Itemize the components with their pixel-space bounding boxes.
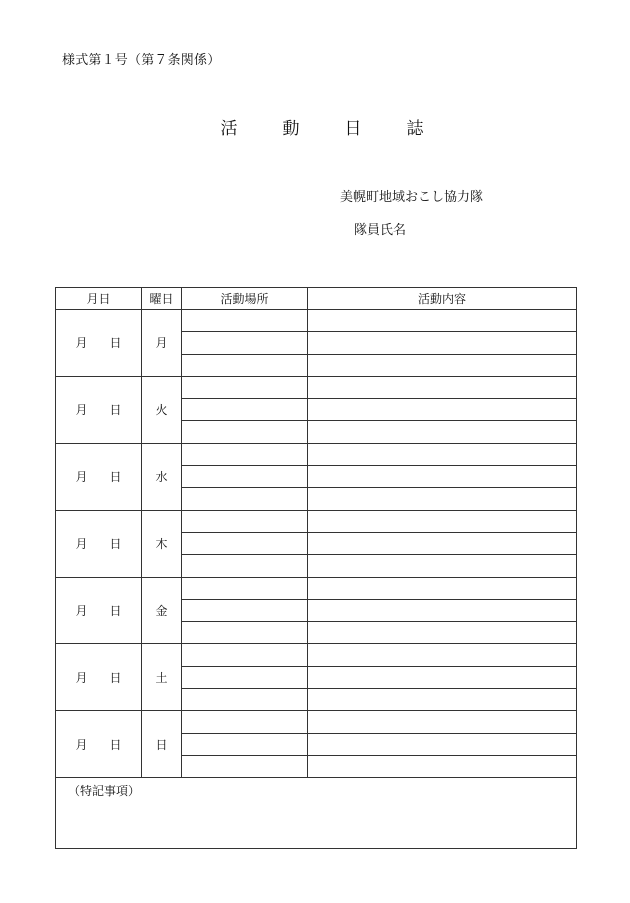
header-date: 月日 [56,288,142,310]
activity-place-field[interactable] [182,755,308,777]
activity-content-field[interactable] [308,488,577,510]
activity-place-field[interactable] [182,599,308,621]
activity-content-field[interactable] [308,711,577,733]
activity-place-field[interactable] [182,421,308,443]
weekday-cell: 月 [142,310,182,377]
table-row [56,644,577,666]
table-row [56,310,577,332]
day-label: 日 [109,470,122,485]
activity-place-field[interactable] [182,622,308,644]
table-row [56,510,577,532]
activity-place-field[interactable] [182,555,308,577]
activity-place-field[interactable] [182,532,308,554]
activity-content-field[interactable] [308,733,577,755]
activity-content-field[interactable] [308,599,577,621]
activity-content-field[interactable] [308,354,577,376]
day-label: 日 [109,670,122,685]
activity-content-field[interactable] [308,399,577,421]
weekday-cell: 日 [142,711,182,778]
activity-log-table [55,287,577,849]
date-cell[interactable] [56,644,142,711]
table-header-row [56,288,577,310]
month-label: 月 [75,737,88,752]
activity-content-field[interactable] [308,755,577,777]
month-label: 月 [75,470,88,485]
activity-content-field[interactable] [308,421,577,443]
activity-place-field[interactable] [182,666,308,688]
activity-place-field[interactable] [182,577,308,599]
weekday-cell: 土 [142,644,182,711]
header-weekday: 曜日 [142,288,182,310]
notes-row [56,778,577,849]
activity-content-field[interactable] [308,644,577,666]
table-row [56,376,577,398]
activity-content-field[interactable] [308,376,577,398]
activity-place-field[interactable] [182,689,308,711]
activity-content-field[interactable] [308,466,577,488]
day-label: 日 [109,737,122,752]
header-content: 活動内容 [308,288,577,310]
day-label: 日 [109,537,122,552]
day-label: 日 [109,604,122,618]
month-label: 月 [75,537,88,552]
table-row [56,577,577,599]
month-label: 月 [75,403,88,418]
date-cell[interactable] [56,510,142,577]
member-name-label: 隊員氏名 [354,223,407,238]
day-label: 日 [109,336,122,351]
activity-content-field[interactable] [308,577,577,599]
activity-place-field[interactable] [182,310,308,332]
activity-content-field[interactable] [308,443,577,465]
weekday-cell: 木 [142,510,182,577]
activity-content-field[interactable] [308,689,577,711]
activity-place-field[interactable] [182,399,308,421]
activity-place-field[interactable] [182,354,308,376]
date-cell[interactable] [56,711,142,778]
activity-content-field[interactable] [308,622,577,644]
month-label: 月 [75,604,88,618]
activity-place-field[interactable] [182,711,308,733]
document-title: 活 動 日 誌 [220,119,438,139]
activity-place-field[interactable] [182,376,308,398]
activity-place-field[interactable] [182,332,308,354]
special-notes-label: （特記事項） [68,784,141,799]
day-label: 日 [109,403,122,418]
weekday-cell: 火 [142,376,182,443]
month-label: 月 [75,670,88,685]
activity-content-field[interactable] [308,532,577,554]
weekday-cell: 金 [142,577,182,644]
activity-place-field[interactable] [182,443,308,465]
activity-place-field[interactable] [182,644,308,666]
date-cell[interactable] [56,376,142,443]
table-row [56,443,577,465]
activity-content-field[interactable] [308,310,577,332]
date-cell[interactable] [56,443,142,510]
activity-place-field[interactable] [182,466,308,488]
activity-content-field[interactable] [308,332,577,354]
special-notes-field[interactable] [56,778,577,849]
activity-place-field[interactable] [182,488,308,510]
table-body [56,310,577,849]
form-number: 様式第１号（第７条関係） [62,53,221,68]
weekday-cell: 水 [142,443,182,510]
header-place: 活動場所 [182,288,308,310]
month-label: 月 [75,336,88,351]
activity-content-field[interactable] [308,666,577,688]
activity-content-field[interactable] [308,555,577,577]
table-row [56,711,577,733]
activity-place-field[interactable] [182,733,308,755]
date-cell[interactable] [56,577,142,644]
activity-place-field[interactable] [182,510,308,532]
date-cell[interactable] [56,310,142,377]
activity-content-field[interactable] [308,510,577,532]
organization-name: 美幌町地域おこし協力隊 [340,190,484,205]
